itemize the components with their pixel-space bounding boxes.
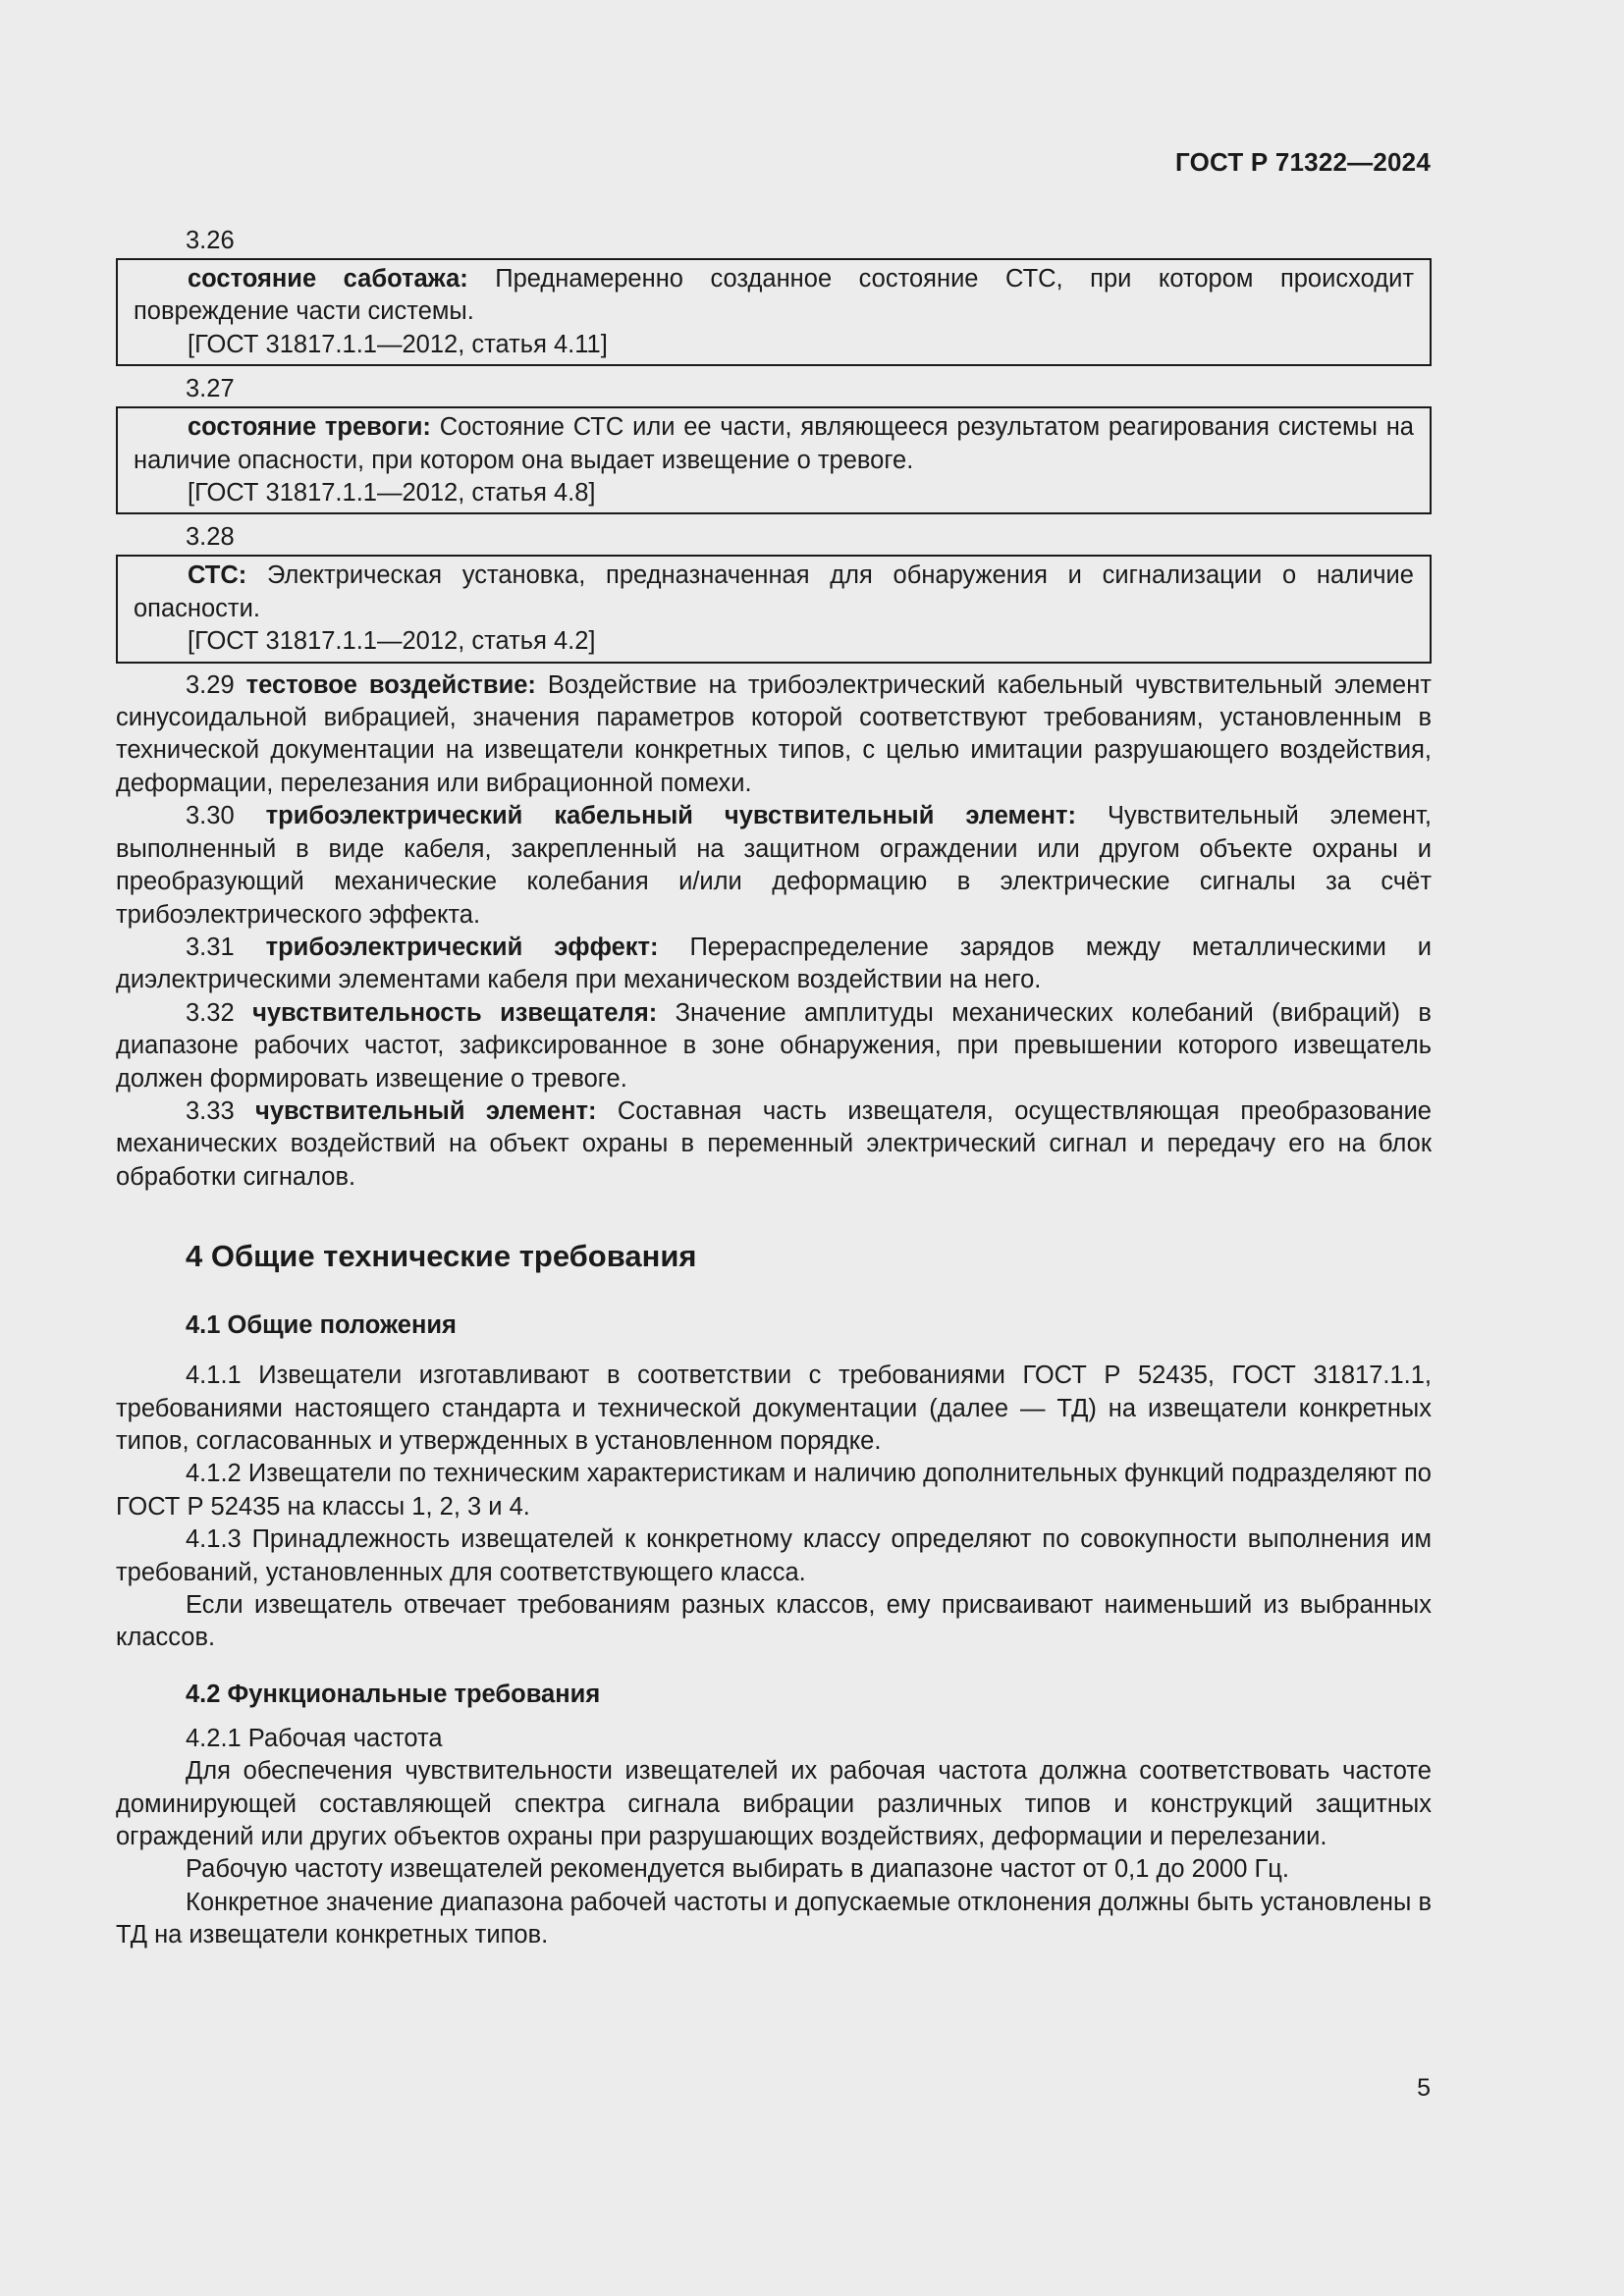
term-text: Чувствительный элемент, выполненный в виде кабеля, закрепленный на защитном ограждении или другом объекте охраны и преобразующий механические колебания и/или деформацию в электрические сигналы за счёт трибоэлектрического эффекта. [116, 802, 1432, 929]
term-reference: [ГОСТ 31817.1.1—2012, статья 4.11] [188, 330, 608, 358]
term-name: трибоэлектрический кабельный чувствительный элемент: [265, 802, 1076, 830]
paragraph: 4.1.1 Извещатели изготавливают в соответствии с требованиями ГОСТ Р 52435, ГОСТ 31817.1.1, требованиями настоящего стандарта и технической документации (далее — ТД) на извещатели конкретных типов, согласованных и утвержденных в установленном порядке. [116, 1362, 1432, 1455]
term-reference: [ГОСТ 31817.1.1—2012, статья 4.2] [188, 627, 596, 656]
term-number: 3.29 [186, 670, 235, 699]
document-header: ГОСТ Р 71322—2024 [1175, 147, 1431, 177]
paragraph: Если извещатель отвечает требованиям разных классов, ему присваивают наименьший из выбранных классов. [116, 1591, 1432, 1652]
paragraph: Для обеспечения чувствительности извещателей их рабочая частота должна соответствовать частоте доминирующей составляющей спектра сигнала вибрации различных типов и конструкций защитных ограждений или других объектов охраны при разрушающих воздействиях, деформации и перелезании. [116, 1757, 1432, 1851]
subsection-title: 4.1 Общие положения [186, 1311, 457, 1340]
page-content [116, 224, 1432, 1952]
term-definition-box [116, 555, 1432, 663]
term-number: 3.28 [186, 523, 235, 552]
term-name: СТС: [188, 561, 247, 590]
term-text: Воздействие на трибоэлектрический кабельный чувствительный элемент синусоидальной вибрацией, значения параметров которой соответствуют требованиям, установленным в технической документации на извещатели конкретных типов, с целью имитации разрушающего воздействия, деформации, перелезания или вибрационной помехи. [116, 670, 1432, 797]
term-text: Перераспределение зарядов между металлическими и диэлектрическими элементами кабеля при механическом воздействии на него. [116, 933, 1432, 994]
term-entry [116, 1095, 1432, 1194]
term-definition-box [116, 406, 1432, 514]
term-reference: [ГОСТ 31817.1.1—2012, статья 4.8] [188, 479, 596, 507]
page-number: 5 [1417, 2074, 1431, 2102]
term-number: 3.31 [186, 933, 235, 961]
section-title: 4 Общие технические требования [186, 1239, 697, 1274]
subsection-title: 4.2 Функциональные требования [186, 1680, 601, 1708]
item-title: 4.2.1 Рабочая частота [186, 1724, 443, 1752]
term-name: состояние тревоги: [188, 413, 431, 442]
term-text: Преднамеренно созданное состояние СТС, при котором происходит повреждение части системы. [134, 265, 1414, 326]
term-definition [134, 263, 1414, 329]
term-name: трибоэлектрический эффект: [265, 933, 659, 961]
paragraph: Конкретное значение диапазона рабочей частоты и допускаемые отклонения должны быть установлены в ТД на извещатели конкретных типов. [116, 1888, 1432, 1949]
paragraph: Рабочую частоту извещателей рекомендуется выбирать в диапазоне частот от 0,1 до 2000 Гц. [186, 1855, 1289, 1884]
term-number: 3.30 [186, 802, 235, 830]
paragraph: 4.1.3 Принадлежность извещателей к конкретному классу определяют по совокупности выполнения им требований, установленных для соответствующего класса. [116, 1525, 1432, 1586]
term-text: Электрическая установка, предназначенная для обнаружения и сигнализации о наличие опасности. [134, 561, 1414, 622]
term-entry [116, 800, 1432, 932]
term-entry [116, 669, 1432, 801]
term-number: 3.27 [186, 375, 235, 403]
term-text: Составная часть извещателя, осуществляющая преобразование механических воздействий на объект охраны в переменный электрический сигнал и передачу его на блок обработки сигналов. [116, 1096, 1432, 1191]
term-number: 3.32 [186, 998, 235, 1027]
term-definition [134, 411, 1414, 477]
term-name: состояние саботажа: [188, 265, 468, 293]
term-entry [116, 997, 1432, 1095]
term-name: чувствительность извещателя: [252, 998, 658, 1027]
term-text: Значение амплитуды механических колебаний (вибраций) в диапазоне рабочих частот, зафиксированное в зоне обнаружения, при превышении которого извещатель должен формировать извещение о тревоге. [116, 998, 1432, 1093]
term-number: 3.26 [186, 227, 235, 254]
term-definition-box [116, 258, 1432, 366]
term-name: тестовое воздействие: [245, 670, 536, 699]
term-name: чувствительный элемент: [255, 1096, 597, 1125]
term-number: 3.33 [186, 1096, 235, 1125]
paragraph: 4.1.2 Извещатели по техническим характеристикам и наличию дополнительных функций подразделяют по ГОСТ Р 52435 на классы 1, 2, 3 и 4. [116, 1460, 1432, 1521]
term-text: Состояние СТС или ее части, являющееся результатом реагирования системы на наличие опасности, при котором она выдает извещение о тревоге. [134, 413, 1414, 474]
term-entry [116, 932, 1432, 997]
term-definition [134, 560, 1414, 625]
